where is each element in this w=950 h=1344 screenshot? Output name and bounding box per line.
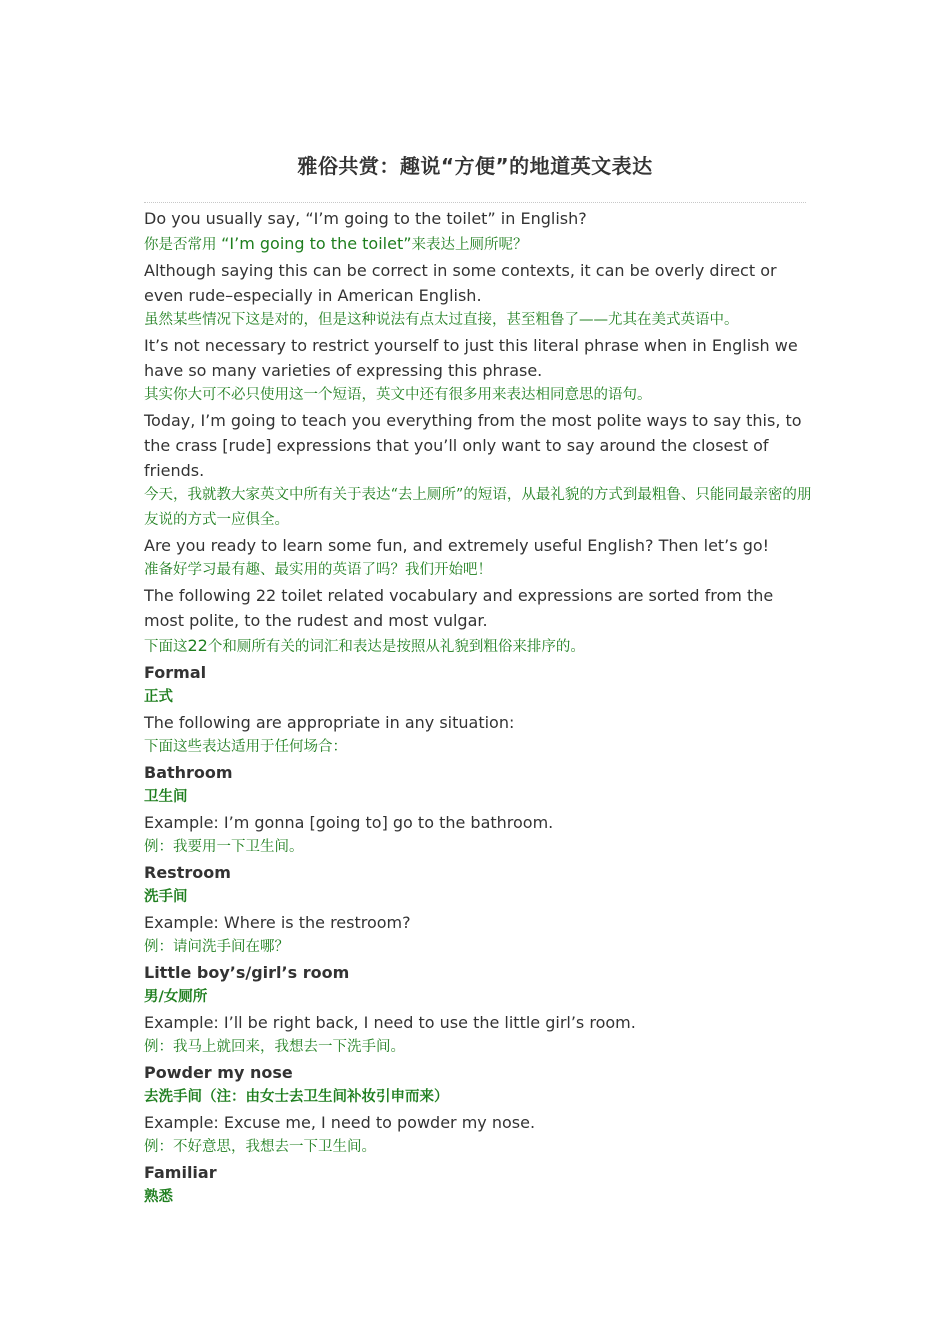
example-zh: 例：我马上就回来，我想去一下洗手间。 (144, 1039, 405, 1055)
example-en: Example: I’m gonna [going to] go to the bathroom. (144, 813, 554, 832)
page-title: 雅俗共赏：趣说“方便”的地道英文表达 (297, 154, 653, 178)
paragraph-en: Although saying this can be correct in some contexts, it can be overly direct or even rude–especially in American English. (144, 261, 777, 305)
term-bathroom-zh: 卫生间 (144, 789, 188, 805)
section-desc-zh: 下面这些表达适用于任何场合： (144, 739, 347, 755)
zh-text: 下面这 (144, 639, 188, 655)
term-bathroom: Bathroom (144, 763, 233, 782)
paragraph-zh: 虽然某些情况下这是对的，但是这种说法有点太过直接，甚至粗鲁了——尤其在美式英语中。 (144, 312, 739, 328)
paragraph-zh (144, 633, 816, 660)
section-heading-familiar-zh: 熟悉 (144, 1189, 173, 1205)
section-heading-familiar: Familiar (144, 1163, 217, 1182)
term-little-room-zh: 男/女厕所 (144, 989, 208, 1005)
zh-text: 来表达上厕所呢？ (411, 237, 528, 253)
paragraph-en: The following 22 toilet related vocabulary and expressions are sorted from the most polite, to the rudest and most vulgar. (144, 586, 774, 630)
section-heading-formal: Formal (144, 663, 207, 682)
section-heading-formal-zh: 正式 (144, 689, 173, 705)
paragraph-en: Today, I’m going to teach you everything from the most polite ways to say this, to the crass [rude] expressions that you’ll only want to say around the closest of friends. (144, 411, 802, 480)
paragraph-en: It’s not necessary to restrict yourself to just this literal phrase when in English we have so many varieties of expressing this phrase. (144, 336, 798, 380)
example-en: Example: Where is the restroom? (144, 913, 411, 932)
term-restroom-zh: 洗手间 (144, 889, 188, 905)
term-powder-nose-zh: 去洗手间（注：由女士去卫生间补妆引申而来） (144, 1089, 449, 1105)
paragraph-zh: 今天，我就教大家英文中所有关于表达“去上厕所”的短语，从最礼貌的方式到最粗鲁、只能同最亲密的朋友说的方式一应俱全。 (144, 487, 812, 528)
article-body (144, 206, 816, 1210)
example-zh: 例：我要用一下卫生间。 (144, 839, 304, 855)
section-desc-en: The following are appropriate in any situation: (144, 713, 515, 732)
paragraph-zh (144, 231, 816, 258)
paragraph-zh: 准备好学习最有趣、最实用的英语了吗？我们开始吧！ (144, 562, 492, 578)
zh-text: 个和厕所有关的词汇和表达是按照从礼貌到粗俗来排序的。 (207, 639, 585, 655)
example-en: Example: I’ll be right back, I need to use the little girl’s room. (144, 1013, 636, 1032)
example-zh: 例：请问洗手间在哪？ (144, 939, 289, 955)
paragraph-zh: 其实你大可不必只使用这一个短语，英文中还有很多用来表达相同意思的语句。 (144, 387, 652, 403)
title-divider (144, 202, 806, 203)
example-en: Example: Excuse me, I need to powder my nose. (144, 1113, 536, 1132)
example-zh: 例：不好意思，我想去一下卫生间。 (144, 1139, 376, 1155)
number-text: 22 (187, 636, 208, 655)
paragraph-en: Do you usually say, “I’m going to the toilet” in English? (144, 209, 587, 228)
term-powder-nose: Powder my nose (144, 1063, 293, 1082)
zh-text: 你是否常用 (144, 237, 217, 253)
term-restroom: Restroom (144, 863, 231, 882)
quoted-phrase: “I’m going to the toilet” (221, 234, 412, 253)
paragraph-en: Are you ready to learn some fun, and extremely useful English? Then let’s go! (144, 536, 770, 555)
term-little-room: Little boy’s/girl’s room (144, 963, 350, 982)
